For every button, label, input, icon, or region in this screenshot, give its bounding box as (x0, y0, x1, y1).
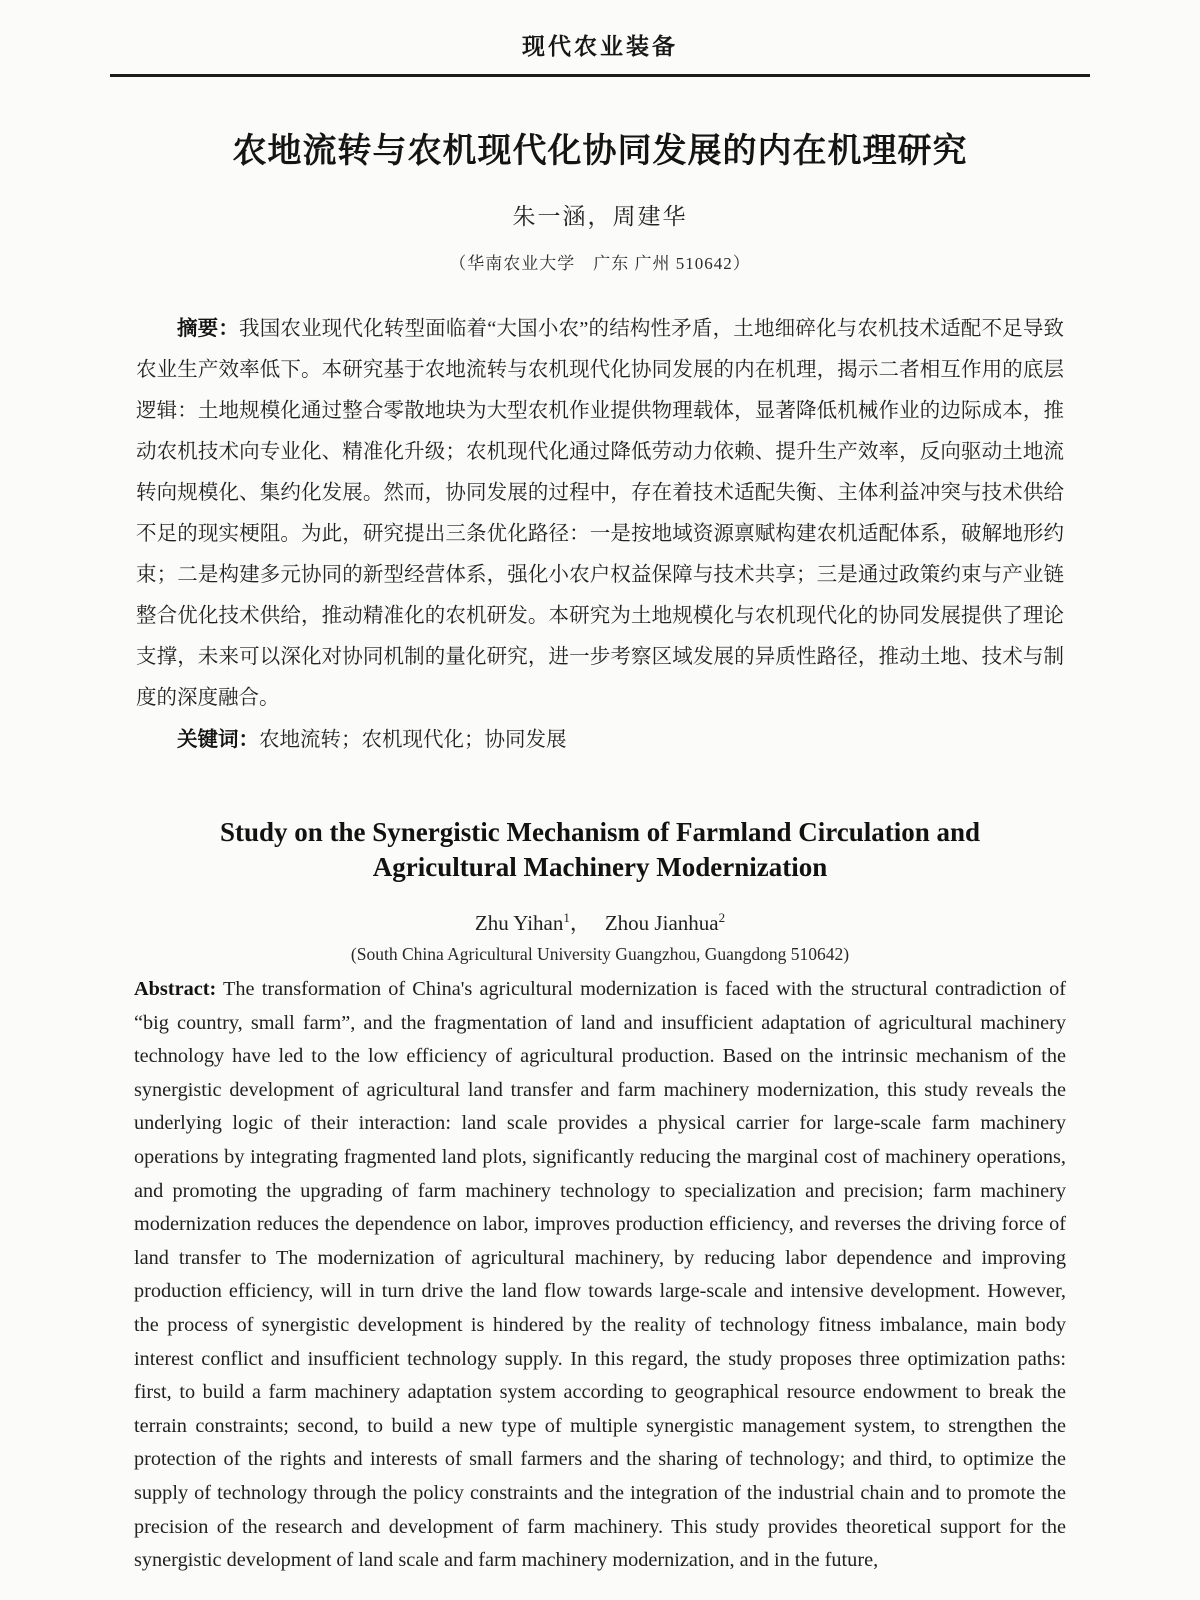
abstract-chinese (136, 308, 1064, 719)
paper-title-english (0, 815, 1200, 885)
abstract-text-english: The transformation of China's agricultural modernization is faced with the structural contradiction of “big country, small farm”, and the fragmentation of land and insufficient adaptation of agricultural machinery technology have led to the low efficiency of agricultural production. Based on the intrinsic mechanism of the synergistic development of agricultural land transfer and farm machinery modernization, this study reveals the underlying logic of their interaction: land scale provides a physical carrier for large-scale farm machinery operations by integrating fragmented land plots, significantly reducing the marginal cost of machinery operations, and promoting the upgrading of farm machinery technology to specialization and precision; farm machinery modernization reduces the dependence on labor, improves production efficiency, and reverses the driving force of land transfer to The modernization of agricultural machinery, by reducing labor dependence and improving production efficiency, will in turn drive the land flow towards large-scale and intensive development. However, the process of synergistic development is hindered by the reality of technology fitness imbalance, main body interest conflict and insufficient technology supply. In this regard, the study proposes three optimization paths: first, to build a farm machinery adaptation system according to geographical resource endowment to break the terrain constraints; second, to build a new type of multiple synergistic management system, to strengthen the protection of the rights and interests of small farmers and the sharing of technology; and third, to optimize the supply of technology through the policy constraints and the integration of the industrial chain and to promote the precision of the research and development of farm machinery. This study provides theoretical support for the synergistic development of land scale and farm machinery modernization, and in the future, (134, 978, 1066, 1572)
keywords-label-chinese: 关键词： (177, 728, 259, 751)
journal-header-title: 现代农业装备 (522, 33, 678, 59)
authors-english (0, 907, 1200, 937)
keywords-chinese (136, 719, 1064, 761)
paper-title-english-line2: Agricultural Machinery Modernization (372, 852, 828, 882)
author-english-1: Zhu Yihan (474, 911, 564, 935)
abstract-text-chinese: 我国农业现代化转型面临着“大国小农”的结构性矛盾，土地细碎化与农机技术适配不足导致农业生产效率低下。本研究基于农地流转与农机现代化协同发展的内在机理，揭示二者相互作用的底层逻辑：土地规模化通过整合零散地块为大型农机作业提供物理载体，显著降低机械作业的边际成本，推动农机技术向专业化、精准化升级；农机现代化通过降低劳动力依赖、提升生产效率，反向驱动土地流转向规模化、集约化发展。然而，协同发展的过程中，存在着技术适配失衡、主体利益冲突与技术供给不足的现实梗阻。为此，研究提出三条优化路径：一是按地域资源禀赋构建农机适配体系，破解地形约束；二是构建多元协同的新型经营体系，强化小农户权益保障与技术共享；三是通过政策约束与产业链整合优化技术供给，推动精准化的农机研发。本研究为土地规模化与农机现代化的协同发展提供了理论支撑，未来可以深化对协同机制的量化研究，进一步考察区域发展的异质性路径，推动土地、技术与制度的深度融合。 (136, 318, 1064, 709)
authors-english-separator: ， (569, 911, 591, 935)
authors-chinese: 朱一涵，周建华 (512, 204, 688, 229)
author-english-2-superscript: 2 (718, 910, 726, 925)
author-english-1-superscript: 1 (563, 910, 570, 925)
abstract-english (134, 973, 1066, 1578)
affiliation-chinese: （华南农业大学 广东 广州 510642） (449, 254, 751, 273)
paper-title-english-line1: Study on the Synergistic Mechanism of Farmland Circulation and (219, 817, 981, 847)
keywords-text-chinese: 农地流转；农机现代化；协同发展 (259, 729, 567, 751)
header-rule (110, 74, 1090, 77)
abstract-label-chinese: 摘要： (177, 317, 240, 340)
paper-title-chinese: 农地流转与农机现代化协同发展的内在机理研究 (232, 132, 968, 170)
affiliation-english: (South China Agricultural University Guangzhou, Guangdong 510642) (350, 944, 850, 964)
abstract-label-english: Abstract: (134, 978, 217, 1000)
author-english-2: Zhou Jianhua (604, 911, 719, 935)
